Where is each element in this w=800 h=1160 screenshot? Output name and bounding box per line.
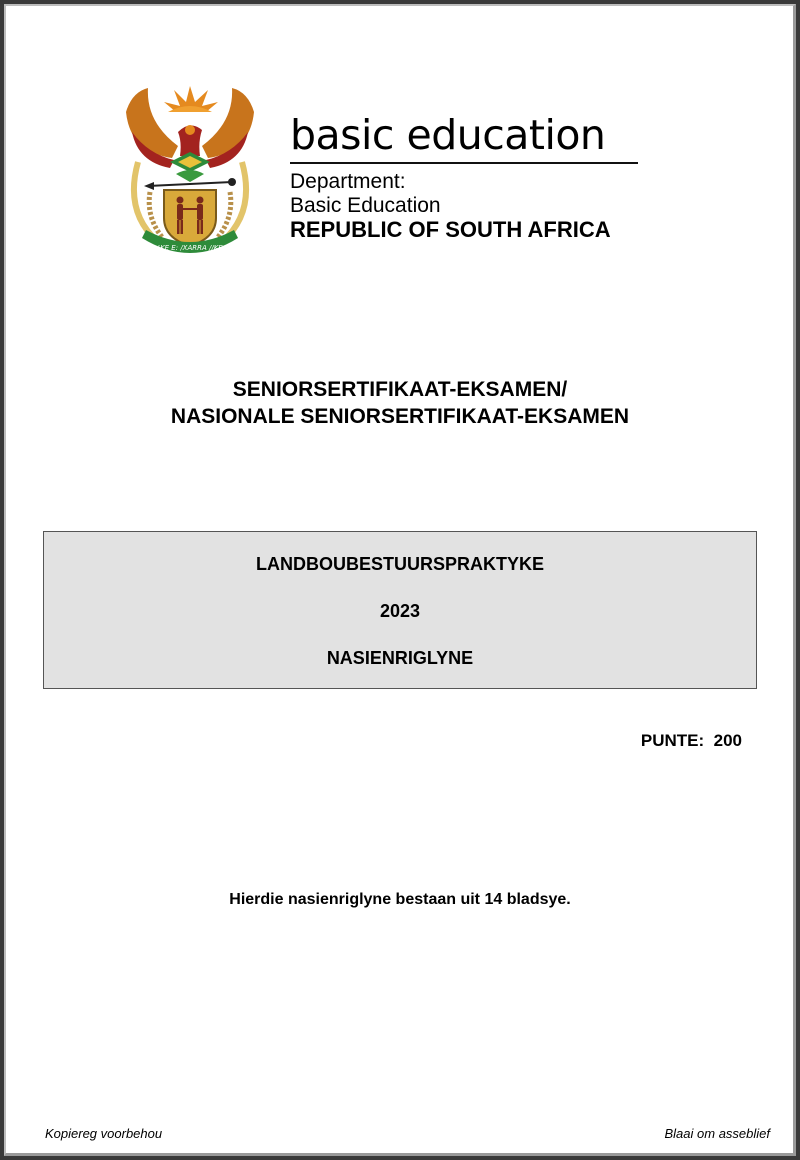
brand-divider — [290, 162, 638, 164]
turn-over-note: Blaai om asseblief — [664, 1126, 770, 1141]
copyright-note: Kopiereg voorbehou — [45, 1126, 163, 1141]
exam-title — [0, 376, 800, 430]
department-name: Basic Education — [290, 194, 441, 217]
subject-box — [43, 531, 757, 689]
exam-year: 2023 — [379, 601, 421, 621]
exam-title-line-2: NASIONALE SENIORSERTIFIKAAT-EKSAMEN — [170, 405, 630, 428]
subject-name: LANDBOUBESTUURSPRAKTYKE — [255, 554, 544, 574]
document-type: NASIENRIGLYNE — [326, 648, 474, 668]
page-count-note: Hierdie nasienriglyne bestaan uit 14 bladsye. — [229, 891, 571, 908]
svg-text:!KE E: /XARRA //KE: !KE E: /XARRA //KE — [157, 244, 223, 252]
exam-title-line-1: SENIORSERTIFIKAAT-EKSAMEN/ — [232, 378, 568, 401]
country-name: REPUBLIC OF SOUTH AFRICA — [290, 217, 611, 242]
coat-of-arms-icon — [118, 82, 262, 260]
department-branding — [290, 112, 638, 242]
brand-title: basic education — [290, 111, 606, 159]
department-label: Department: — [290, 170, 406, 193]
total-points: PUNTE: 200 — [640, 731, 742, 750]
